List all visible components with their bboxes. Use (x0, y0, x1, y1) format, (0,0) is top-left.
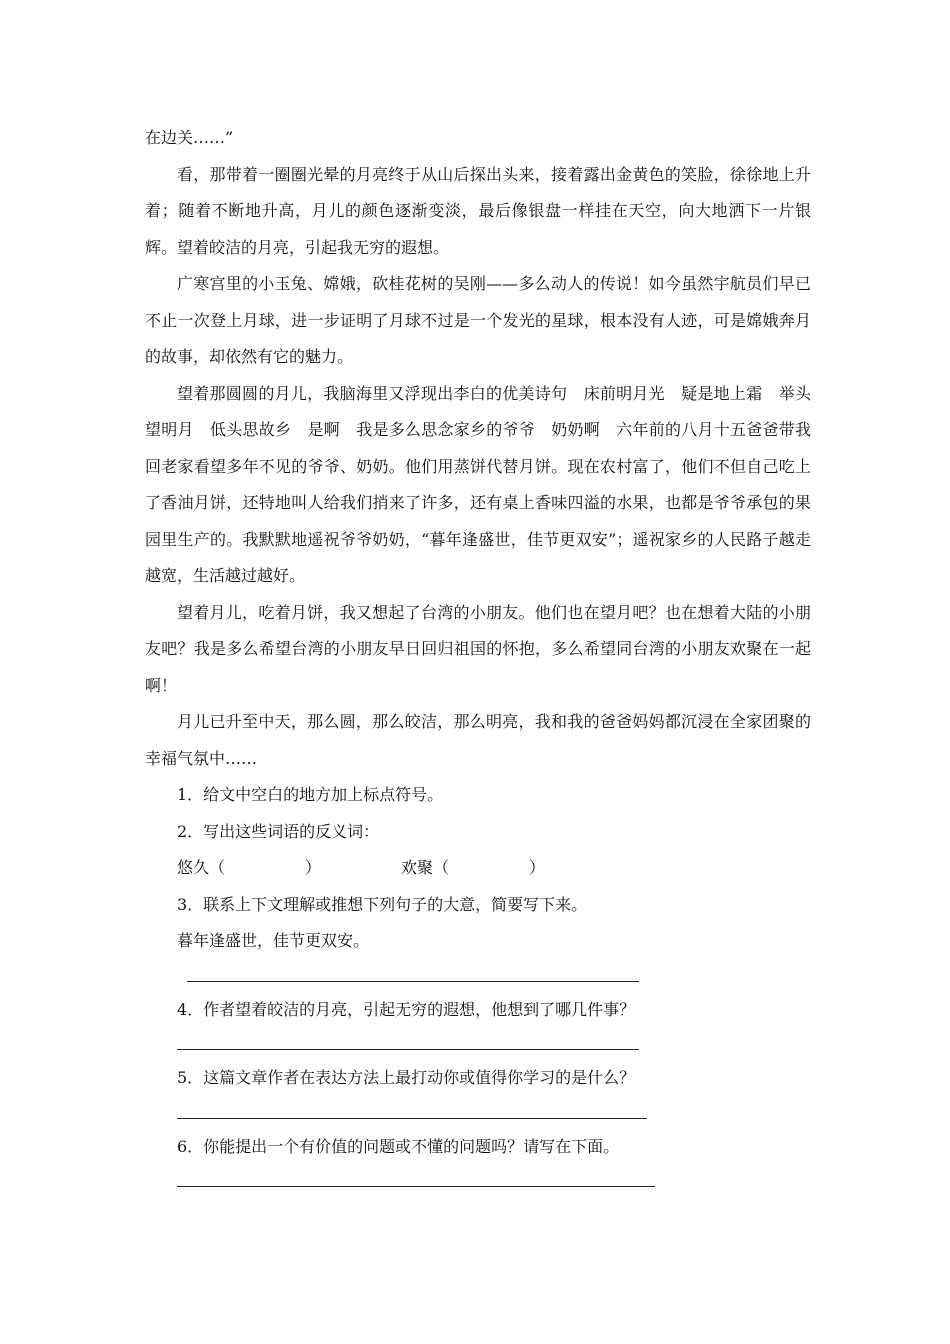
passage-paragraph-2: 广寒宫里的小玉兔、嫦娥，砍桂花树的吴刚——多么动人的传说！如今虽然宇航员们早已不止一次登上月球，进一步证明了月球不过是一个发光的星球，根本没有人迹，可是嫦娥奔月的故事，却依然有它的魅力。 (145, 274, 811, 366)
question-3: 3．联系上下文理解或推想下列句子的大意，简要写下来。 (177, 894, 588, 914)
answer-line-5[interactable] (145, 1097, 811, 1129)
answer-rule (187, 981, 639, 982)
question-5: 5．这篇文章作者在表达方法上最打动你或值得你学习的是什么？ (177, 1068, 636, 1087)
passage-and-questions (145, 120, 811, 1197)
question-3-sentence: 暮年逢盛世，佳节更双安。 (177, 931, 370, 950)
antonym-blanks (145, 850, 811, 887)
question-6: 6．你能提出一个有价值的问题或不懂的问题吗？请写在下面。 (177, 1136, 620, 1156)
answer-rule (177, 1049, 639, 1050)
question-1: 1．给文中空白的地方加上标点符号。 (177, 785, 444, 804)
answer-line-6[interactable] (145, 1165, 811, 1197)
answer-line-4[interactable] (145, 1028, 811, 1060)
passage-paragraph-3: 望着那圆圆的月儿，我脑海里又浮现出李白的优美诗句 床前明月光 疑是地上霜 举头望明月 低头思故乡 是啊 我是多么思念家乡的爷爷 奶奶啊 六年前的八月十五爸爸带我回老家看望多年不见的爷爷、奶奶。他们用蒸饼代替月饼。现在农村富了，他们不但自己吃上了香油月饼，还特地叫人给我们捎来了许多，还有桌上香味四溢的水果，也都是爷爷承包的果园里生产的。我默默地遥祝爷爷奶奶，“暮年逢盛世，佳节更双安”；遥祝家乡的人民路子越走越宽，生活越过越好。 (145, 383, 811, 585)
passage-paragraph-4: 望着月儿，吃着月饼，我又想起了台湾的小朋友。他们也在望月吧？也在想着大陆的小朋友吧？我是多么希望台湾的小朋友早日回归祖国的怀抱，多么希望同台湾的小朋友欢聚在一起啊！ (145, 602, 811, 695)
answer-rule (177, 1118, 647, 1119)
question-2: 2．写出这些词语的反义词： (177, 821, 380, 841)
antonym-blank-1[interactable]: 悠久（ ） (177, 858, 322, 877)
question-4: 4．作者望着皎洁的月亮，引起无穷的遐想，他想到了哪几件事？ (177, 999, 636, 1019)
passage-paragraph-5: 月儿已升至中天，那么圆，那么皎洁，那么明亮，我和我的爸爸妈妈都沉浸在全家团聚的幸福气氛中…… (145, 712, 811, 768)
antonym-blank-2[interactable]: 欢聚（ ） (401, 858, 546, 877)
passage-paragraph-1: 看，那带着一圈圈光晕的月亮终于从山后探出头来，接着露出金黄色的笑脸，徐徐地上升着；随着不断地升高，月儿的颜色逐渐变淡，最后像银盘一样挂在天空，向大地洒下一片银辉。望着皎洁的月亮，引起我无穷的遐想。 (145, 164, 811, 257)
answer-line-3[interactable] (145, 960, 811, 992)
answer-rule (177, 1186, 655, 1187)
passage-paragraph-0: 在边关……” (145, 128, 234, 147)
